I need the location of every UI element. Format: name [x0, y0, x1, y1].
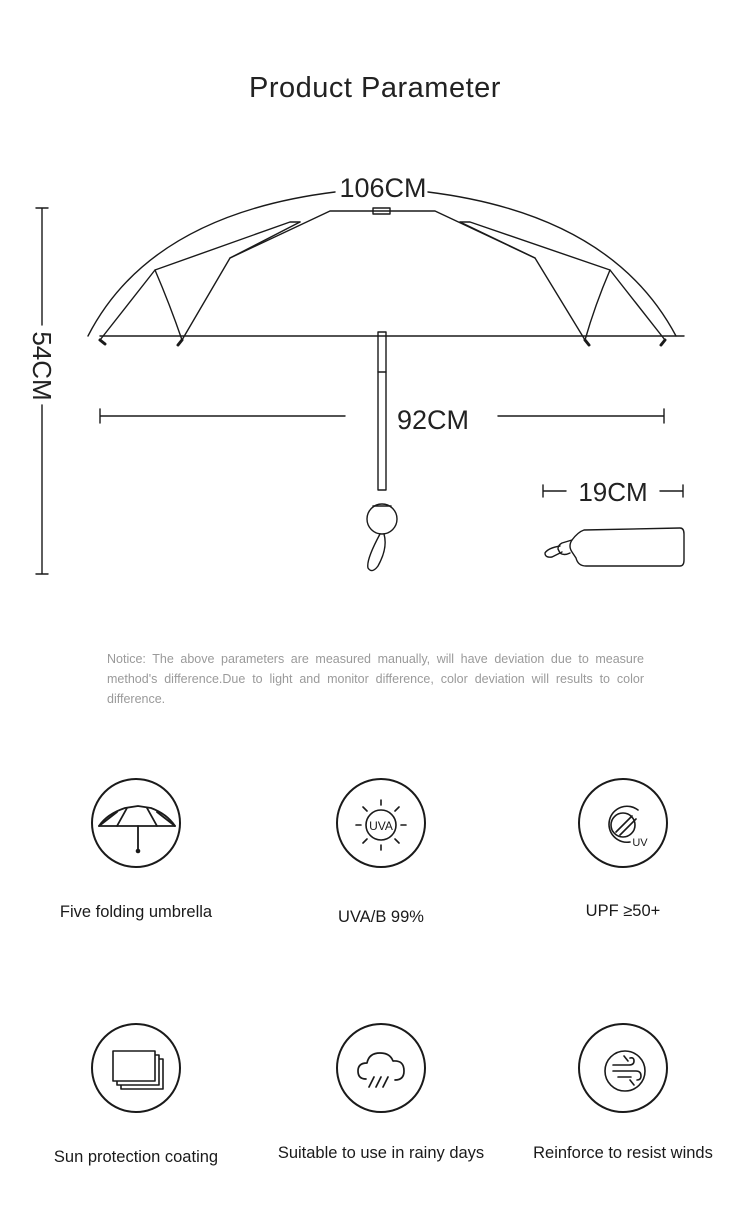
uv-shield-icon [580, 780, 666, 866]
folded-umbrella [570, 528, 684, 566]
page-title: Product Parameter [249, 72, 501, 104]
feature-icon-circle [91, 778, 181, 868]
umbrella-shaft [378, 332, 386, 490]
uva-sun-icon [338, 780, 424, 866]
notice-text: Notice: The above parameters are measured manually, will have deviation due to measure method's difference.Due to light and monitor difference, color deviation will results to color difference. [107, 652, 644, 706]
arc-width-label: 106CM [339, 173, 427, 203]
umbrella-strap [368, 534, 385, 571]
open-width-label: 92CM [396, 405, 470, 435]
feature-label: Suitable to use in rainy days [277, 1144, 485, 1162]
feature-label: UVA/B 99% [338, 908, 424, 926]
height-label: 54CM [27, 331, 57, 401]
uva-icon-text: UVA [369, 819, 393, 833]
feature-icon-circle [91, 1023, 181, 1113]
feature-five-folding [16, 778, 256, 921]
width-dimension-line [100, 409, 664, 423]
feature-icon-circle [336, 778, 426, 868]
umbrella-handle [367, 504, 397, 534]
feature-coating [16, 1023, 256, 1166]
feature-label: UPF ≥50+ [585, 902, 661, 920]
feature-upf [503, 778, 743, 920]
feature-wind [503, 1023, 743, 1162]
feature-rainy [261, 1023, 501, 1162]
feature-label: Five folding umbrella [59, 903, 213, 921]
feature-uva [261, 778, 501, 926]
layers-icon [93, 1025, 179, 1111]
arc-dimension-line [88, 192, 335, 336]
feature-icon-circle [578, 778, 668, 868]
feature-label: Sun protection coating [53, 1148, 219, 1166]
folded-length-label: 19CM [578, 477, 648, 507]
feature-icon-circle [336, 1023, 426, 1113]
uv-icon-text: UV [632, 837, 648, 849]
feature-label: Reinforce to resist winds [533, 1144, 713, 1162]
rain-cloud-icon [338, 1025, 424, 1111]
arc-dimension-line-right [428, 192, 676, 336]
umbrella-icon [93, 780, 179, 866]
feature-icon-circle [578, 1023, 668, 1113]
wind-shield-icon [580, 1025, 666, 1111]
